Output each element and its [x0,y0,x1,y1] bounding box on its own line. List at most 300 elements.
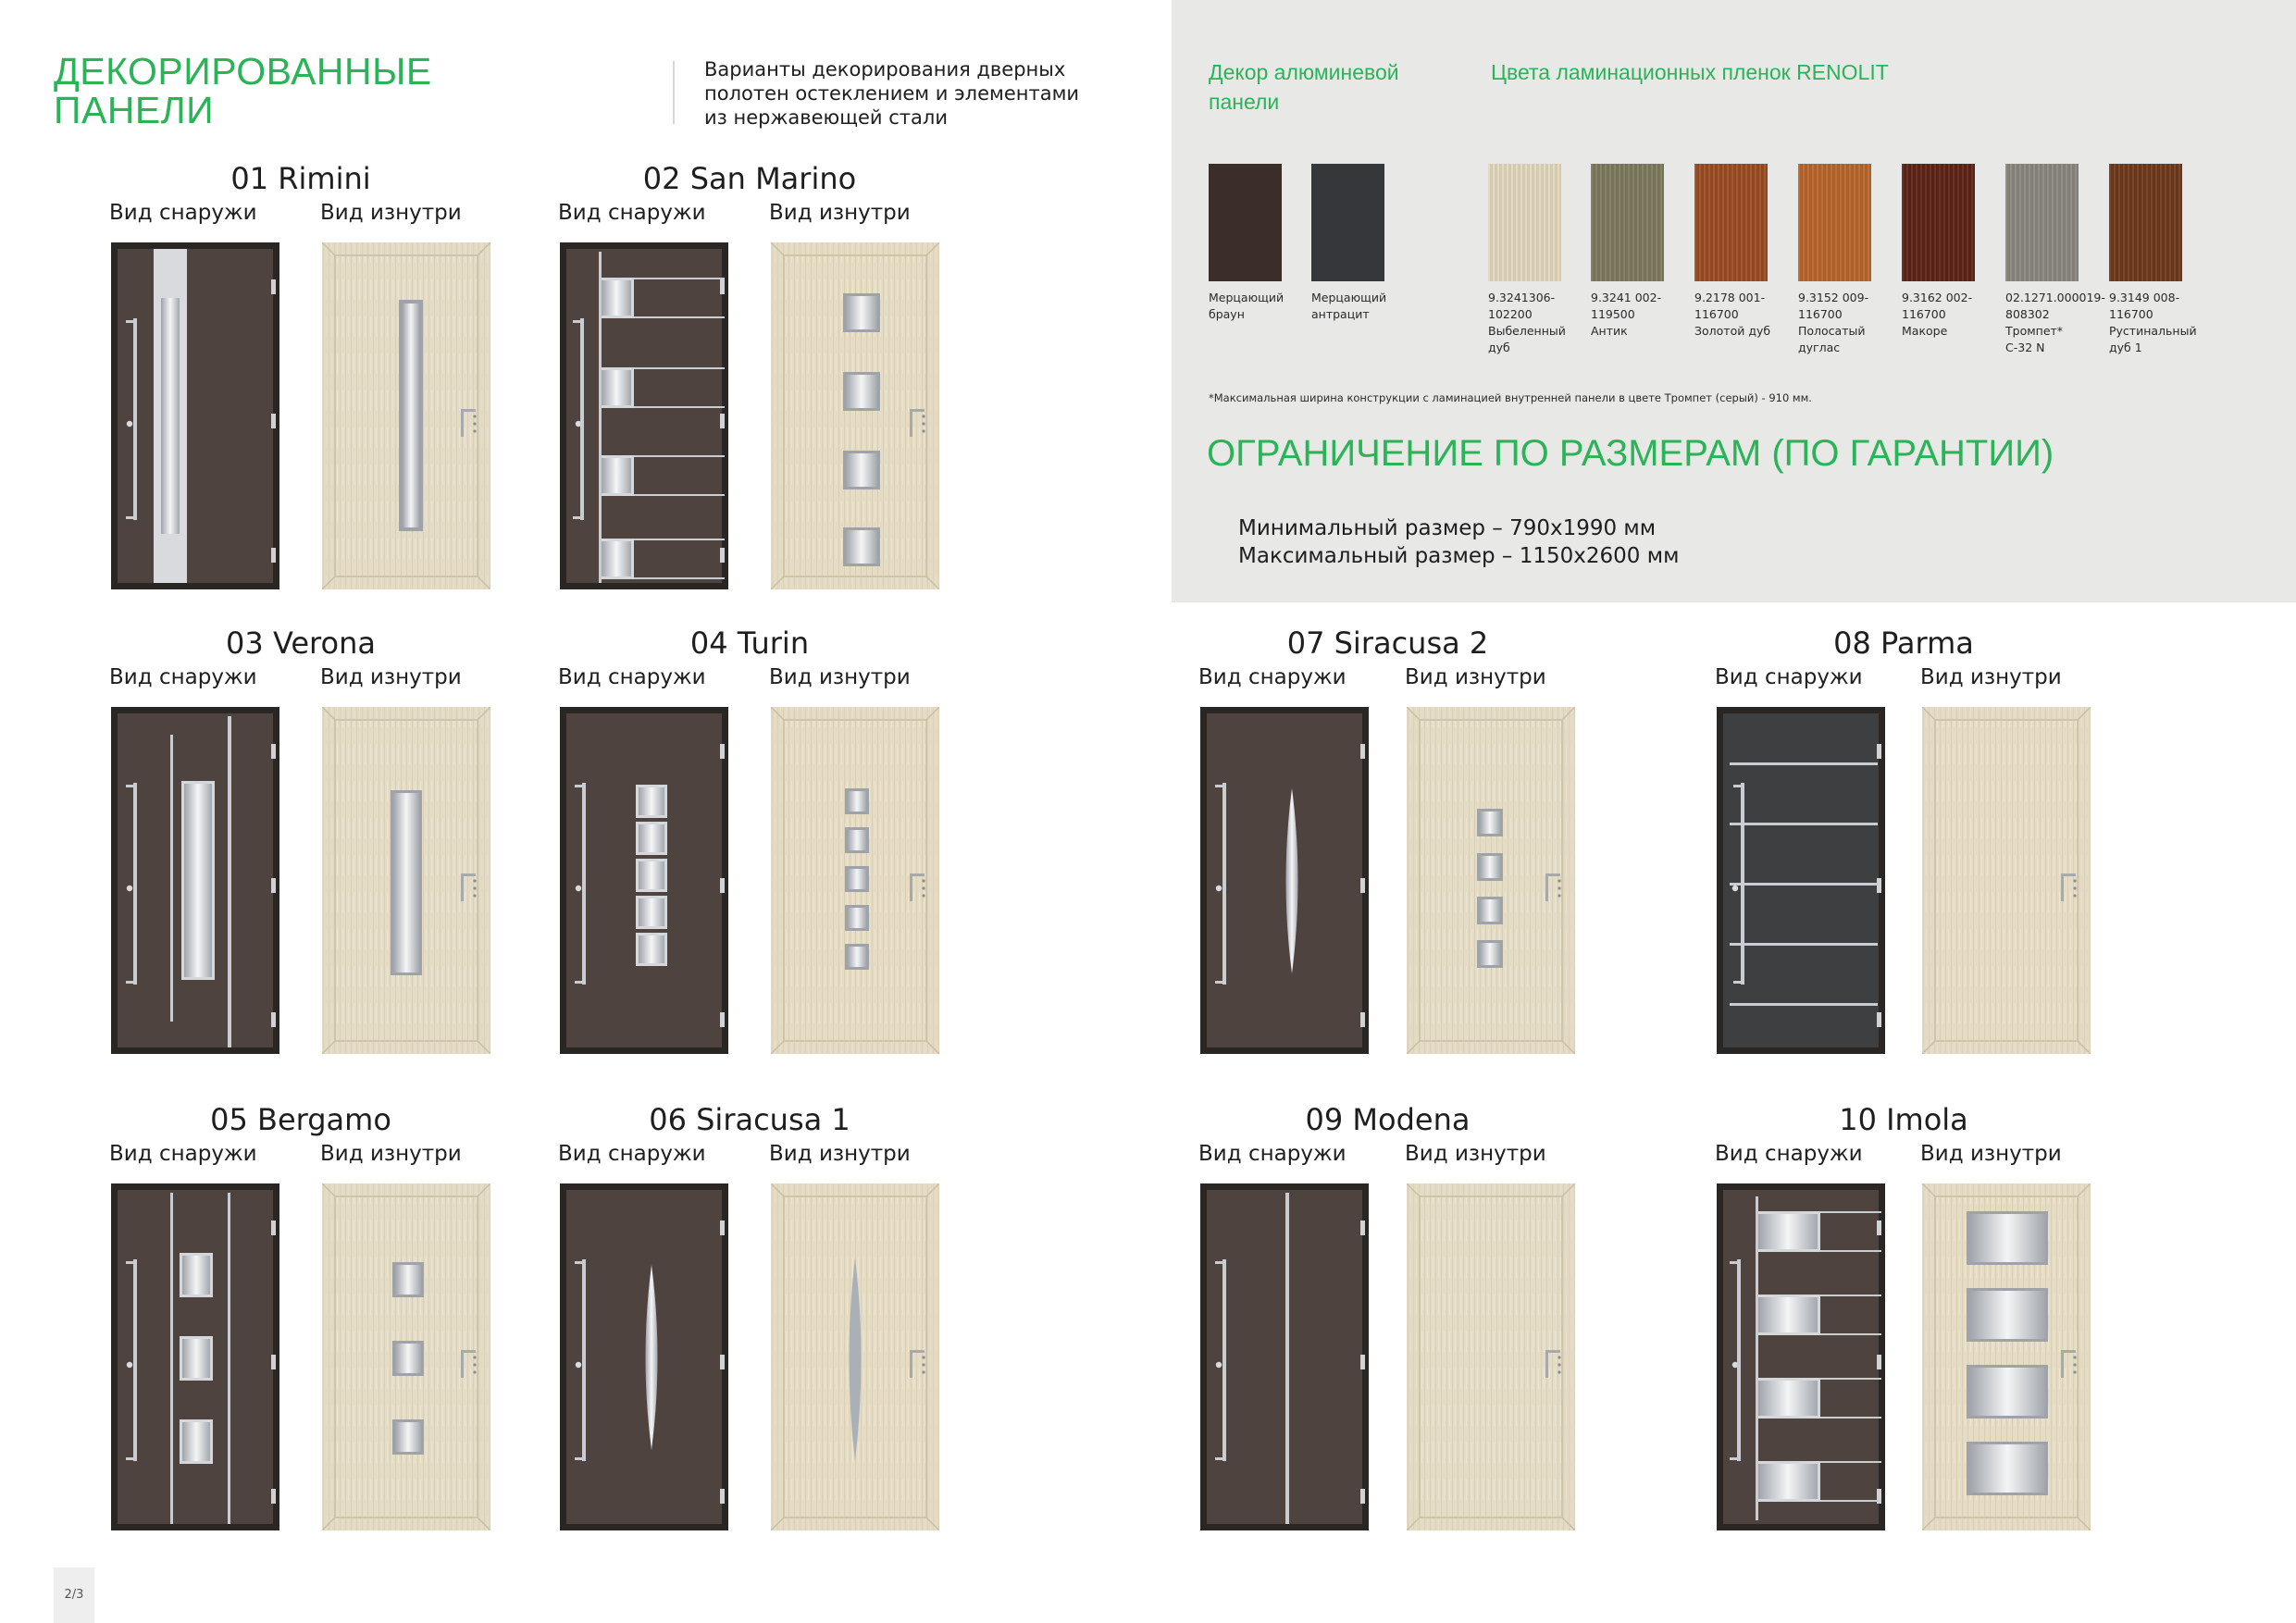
hinge [1360,1012,1365,1027]
door-inside-drawing [771,242,939,589]
hinge [271,548,276,563]
intro-line-3: из нержавеющей стали [704,106,948,129]
door-inside-view [771,707,939,1054]
glass-pane [639,861,664,889]
door-model-title: 09 Modena [1305,1102,1471,1137]
swatch-label-line: Мерцающий [1209,291,1285,304]
inner-lock-dot [473,429,476,432]
inner-lock-dot [922,1356,925,1358]
hinge [720,1220,725,1235]
inner-lock-dot [922,879,925,882]
color-swatch-label [1591,290,1697,340]
inner-handle-lever [461,1350,476,1353]
steel-bar [1222,1259,1226,1461]
glass-pane [848,869,866,889]
door-outside-drawing [111,1183,279,1530]
color-swatch [1694,164,1768,281]
glass-pane [846,296,877,329]
steel-bar [1756,1196,1758,1520]
glass-pane [1969,1291,2045,1339]
door-model-title: 05 Bergamo [210,1102,391,1137]
min-size-text: Минимальный размер – 790x1990 мм [1238,516,1657,540]
door-outside-view [1200,707,1369,1054]
inner-panel [1420,1196,1562,1518]
swatch-label-line: 9.3162 002- [1902,291,1973,304]
steel-bar [582,1259,586,1461]
inner-lock-dot [473,1370,476,1373]
swatch-label-line: 102200 [1488,307,1533,321]
handle-mount [573,320,582,323]
color-swatch [1311,164,1384,281]
inner-lock-dot [2073,894,2076,897]
glass-pane [184,784,212,977]
door-leaf [566,249,722,583]
door-outside-drawing [560,1183,728,1530]
swatch-label-line: Макоре [1902,324,1948,338]
lock-cylinder [576,1362,581,1368]
steel-bar [133,1259,137,1461]
inside-view-label: Вид изнутри [320,665,462,689]
steel-bar [1820,1250,1881,1252]
inner-lock-dot [473,879,476,882]
outside-view-label: Вид снаружи [558,201,706,225]
lock-cylinder [127,1362,132,1368]
inner-lock-dot [473,415,476,417]
steel-bar [170,1193,173,1524]
hinge [1360,1220,1365,1235]
page-title-line-2: ПАНЕЛИ [54,89,215,131]
outside-view-label: Вид снаружи [109,1142,257,1166]
inner-lock-dot [1558,894,1560,897]
door-inside-view [322,1183,490,1530]
hinge [271,279,276,294]
steel-bar [1285,1193,1289,1524]
door-inside-drawing [1922,707,2091,1054]
steel-bar [170,735,173,1022]
size-limit-heading: ОГРАНИЧЕНИЕ ПО РАЗМЕРАМ (ПО ГАРАНТИИ) [1207,433,2054,474]
handle-mount [126,516,135,519]
inner-lock-dot [1558,1370,1560,1373]
steel-bar [634,406,725,408]
glass-pane [602,370,631,405]
glass-pane [393,793,419,973]
glass-pane [182,1339,210,1378]
glass-pane [161,298,180,534]
handle-mount [1215,981,1224,984]
color-swatch [1798,164,1871,281]
inside-view-label: Вид изнутри [1920,665,2062,689]
glass-pane [395,1344,421,1373]
hinge [271,744,276,759]
door-model-title: 07 Siracusa 2 [1286,626,1489,661]
door-outside-view [1717,707,1885,1054]
door-outside-view [111,242,279,589]
glass-pane [848,791,866,812]
door-leaf [1207,713,1362,1047]
door-inside-drawing [322,707,490,1054]
hinge [720,548,725,563]
door-model-title: 06 Siracusa 1 [649,1102,850,1137]
door-outside-view [1200,1183,1369,1530]
color-swatch-label [1694,290,1801,340]
swatch-label-line: 9.2178 001- [1694,291,1766,304]
glass-pane [1480,856,1500,878]
swatch-label-line: 119500 [1591,307,1635,321]
door-outside-view [111,707,279,1054]
page-title-line-1: ДЕКОРИРОВАННЫЕ [54,50,432,93]
steel-bar [634,316,725,318]
hinge [720,1355,725,1369]
glass-pane [848,908,866,928]
steel-bar [634,278,725,279]
color-swatch-label [2109,290,2215,356]
steel-bar [1820,1378,1881,1380]
inside-view-label: Вид изнутри [1920,1142,2062,1166]
swatch-label-line: 116700 [1694,307,1739,321]
color-swatch [2109,164,2182,281]
inner-lock-dot [2073,879,2076,882]
hinge [720,878,725,893]
steel-bar [1820,1295,1881,1296]
page-title [54,52,432,130]
hinge [271,1012,276,1027]
inner-lock-dot [922,886,925,889]
door-inside-drawing [771,1183,939,1530]
inside-view-label: Вид изнутри [769,201,911,225]
inner-lock-dot [2073,1370,2076,1373]
glass-pane [639,898,664,926]
door-inside-view [1922,707,2091,1054]
hinge [271,1355,276,1369]
steel-bar [133,318,137,520]
inner-handle [461,873,464,901]
glass-pane [1758,1464,1818,1499]
swatch-label-line: дуглас [1798,341,1841,354]
hinge [271,878,276,893]
inner-lock-dot [1558,886,1560,889]
hinge [1877,744,1881,759]
hinge [720,744,725,759]
inner-lock-dot [473,422,476,425]
handle-mount [573,516,582,519]
outside-view-label: Вид снаружи [109,201,257,225]
color-swatch-label [2005,290,2112,356]
inner-handle [2061,873,2064,901]
steel-bar [599,252,602,583]
inner-lock-dot [2073,1356,2076,1358]
handle-mount [1215,785,1224,787]
door-inside-drawing [322,1183,490,1530]
door-model-title: 01 Rimini [230,161,371,196]
glass-pane [182,1422,210,1461]
hinge [1360,1489,1365,1504]
hinge [1360,878,1365,893]
color-swatch-label [1209,290,1315,323]
steel-bar [634,577,725,579]
steel-bar [634,539,725,540]
glass-pane [846,375,877,408]
steel-bar [1730,883,1878,886]
swatch-label-line: C-32 N [2005,341,2045,354]
door-outside-drawing [111,707,279,1054]
inner-handle [1545,1350,1548,1378]
lock-cylinder [576,886,581,891]
door-model-title: 03 Verona [226,626,376,661]
door-model-title: 04 Turin [689,626,810,661]
intro-text [704,57,1130,130]
inner-panel [1935,720,2078,1041]
door-inside-drawing [1407,707,1575,1054]
handle-mount [1733,785,1743,787]
inner-handle [910,409,912,437]
inside-view-label: Вид изнутри [769,665,911,689]
hinge [271,1489,276,1504]
handle-mount [126,981,135,984]
inner-handle [461,409,464,437]
glass-pane [848,947,866,967]
hinge [1360,1355,1365,1369]
handle-mount [575,1457,584,1460]
swatch-label-line: 9.3149 008- [2109,291,2180,304]
color-swatch [1591,164,1664,281]
hinge [1877,1355,1881,1369]
outside-view-label: Вид снаружи [558,1142,706,1166]
handle-mount [126,1457,135,1460]
glass-pane [403,304,419,527]
steel-bar [1820,1211,1881,1213]
steel-bar [634,367,725,369]
inner-lock-dot [2073,1363,2076,1366]
inner-lock-dot [922,1363,925,1366]
glass-pane [846,453,877,487]
glass-pane [602,541,631,576]
inner-lock-dot [922,422,925,425]
steel-bar [634,455,725,457]
hinge [1877,1012,1881,1027]
glass-pane [602,458,631,493]
steel-bar [1820,1333,1881,1335]
handle-mount [1215,1457,1224,1460]
hinge [271,414,276,428]
page-number: 2/3 [54,1567,94,1623]
door-model-title: 10 Imola [1839,1102,1968,1137]
door-outside-view [560,707,728,1054]
color-swatch-label [1311,290,1418,323]
glass-pane [395,1422,421,1452]
hinge [720,279,725,294]
door-outside-view [111,1183,279,1530]
outside-view-label: Вид снаружи [1198,1142,1347,1166]
glass-pane [1758,1214,1818,1249]
door-inside-view [1407,707,1575,1054]
aluminium-heading-line-2: панели [1209,90,1280,114]
door-outside-view [560,1183,728,1530]
inner-lock-dot [922,1370,925,1373]
swatch-label-line: Тромпет* [2005,324,2064,338]
swatch-label-line: Выбеленный [1488,324,1566,338]
swatch-label-line: Золотой дуб [1694,324,1771,338]
glass-pane [1758,1381,1818,1416]
door-outside-drawing [1200,707,1369,1054]
handle-mount [575,1261,584,1264]
door-model-title: 08 Parma [1833,626,1974,661]
door-inside-view [771,242,939,589]
outside-view-label: Вид снаружи [109,665,257,689]
glass-pane [1480,899,1500,922]
outside-view-label: Вид снаружи [558,665,706,689]
door-outside-drawing [1717,1183,1885,1530]
steel-bar [133,783,137,985]
lock-cylinder [1732,886,1738,891]
door-inside-view [1922,1183,2091,1530]
intro-divider [673,61,675,124]
aluminium-decor-heading [1209,57,1399,117]
glass-pane [848,830,866,850]
inner-handle-lever [2061,873,2076,876]
hinge [271,1220,276,1235]
outside-view-label: Вид снаружи [1715,665,1863,689]
inner-handle [910,1350,912,1378]
inner-handle-lever [2061,1350,2076,1353]
hinge [720,1489,725,1504]
inner-lock-dot [922,429,925,432]
handle-mount [575,785,584,787]
door-inside-drawing [771,707,939,1054]
hinge [1360,744,1365,759]
color-swatch [1209,164,1282,281]
inner-lock-dot [922,894,925,897]
swatch-label-line: дуб 1 [2109,341,2142,354]
inner-lock-dot [473,1363,476,1366]
inner-lock-dot [922,415,925,417]
steel-bar [580,318,584,520]
steel-bar [634,494,725,496]
color-swatch [2005,164,2079,281]
door-outside-drawing [560,242,728,589]
handle-mount [1730,1457,1739,1460]
door-outside-drawing [111,242,279,589]
swatch-label-line: Рустинальный [2109,324,2197,338]
steel-bar [1820,1500,1881,1502]
lock-cylinder [1216,886,1222,891]
glass-pane [1480,812,1500,834]
inner-handle-lever [461,873,476,876]
inner-lock-dot [473,894,476,897]
inner-handle [461,1350,464,1378]
inner-lock-dot [1558,879,1560,882]
inside-view-label: Вид изнутри [769,1142,911,1166]
steel-bar [1730,762,1878,765]
swatch-label-line: Мерцающий [1311,291,1387,304]
door-outside-drawing [560,707,728,1054]
color-swatch-label [1902,290,2008,340]
glass-pane [639,787,664,815]
aluminium-heading-line-1: Декор алюминевой [1209,60,1399,84]
outside-view-label: Вид снаружи [1198,665,1347,689]
inner-handle-lever [910,873,925,876]
steel-bar [1730,1003,1878,1006]
swatch-label-line: браун [1209,307,1245,321]
door-leaf [118,249,273,583]
handle-mount [1733,981,1743,984]
hinge [720,1012,725,1027]
inner-handle-lever [1545,1350,1560,1353]
inner-lock-dot [2073,886,2076,889]
inner-lock-dot [473,1356,476,1358]
swatch-label-line: 808302 [2005,307,2050,321]
steel-bar [1820,1461,1881,1463]
hinge [1877,1220,1881,1235]
door-inside-drawing [1922,1183,2091,1530]
inner-handle-lever [461,409,476,412]
swatch-label-line: 02.1271.000019- [2005,291,2105,304]
lock-cylinder [127,886,132,891]
intro-line-1: Варианты декорирования дверных [704,58,1066,81]
glass-pane [182,1256,210,1295]
inner-handle [2061,1350,2064,1378]
swatch-label-line: 116700 [2109,307,2153,321]
steel-bar [1820,1417,1881,1419]
door-leaf [1207,1190,1362,1524]
inside-view-label: Вид изнутри [320,1142,462,1166]
steel-bar [1222,783,1226,985]
door-inside-view [771,1183,939,1530]
glass-pane [1969,1368,2045,1416]
glass-pane [1758,1297,1818,1332]
swatch-label-line: Полосатый [1798,324,1866,338]
glass-pane [846,530,877,564]
inner-handle [1545,873,1548,901]
color-swatch [1902,164,1975,281]
door-inside-view [322,707,490,1054]
steel-bar [1737,1259,1741,1461]
glass-pane [1969,1214,2045,1262]
inside-view-label: Вид изнутри [320,201,462,225]
handle-mount [1730,1261,1739,1264]
swatch-label-line: 9.3241306- [1488,291,1556,304]
color-swatch [1488,164,1561,281]
steel-bar [228,1193,230,1524]
color-swatch-label [1798,290,1905,356]
door-inside-view [1407,1183,1575,1530]
door-outside-view [560,242,728,589]
steel-bar [1730,823,1878,825]
handle-mount [126,785,135,787]
inside-view-label: Вид изнутри [1405,1142,1546,1166]
intro-line-2: полотен остеклением и элементами [704,82,1080,105]
door-outside-drawing [1717,707,1885,1054]
handle-mount [575,981,584,984]
swatch-label-line: антрацит [1311,307,1370,321]
glass-pane [639,824,664,852]
swatch-label-line: 116700 [1798,307,1843,321]
hinge [720,414,725,428]
inner-handle [910,873,912,901]
glass-pane [1480,943,1500,965]
swatch-label-line: 9.3152 009- [1798,291,1869,304]
inner-lock-dot [1558,1356,1560,1358]
glass-pane [602,280,631,316]
inside-view-label: Вид изнутри [1405,665,1546,689]
door-outside-view [1717,1183,1885,1530]
inner-handle-lever [910,1350,925,1353]
swatch-label-line: 116700 [1902,307,1946,321]
glass-pane [395,1265,421,1295]
door-inside-view [322,242,490,589]
max-size-text: Максимальный размер – 1150x2600 мм [1238,544,1680,568]
swatch-label-line: 9.3241 002- [1591,291,1662,304]
door-inside-drawing [322,242,490,589]
